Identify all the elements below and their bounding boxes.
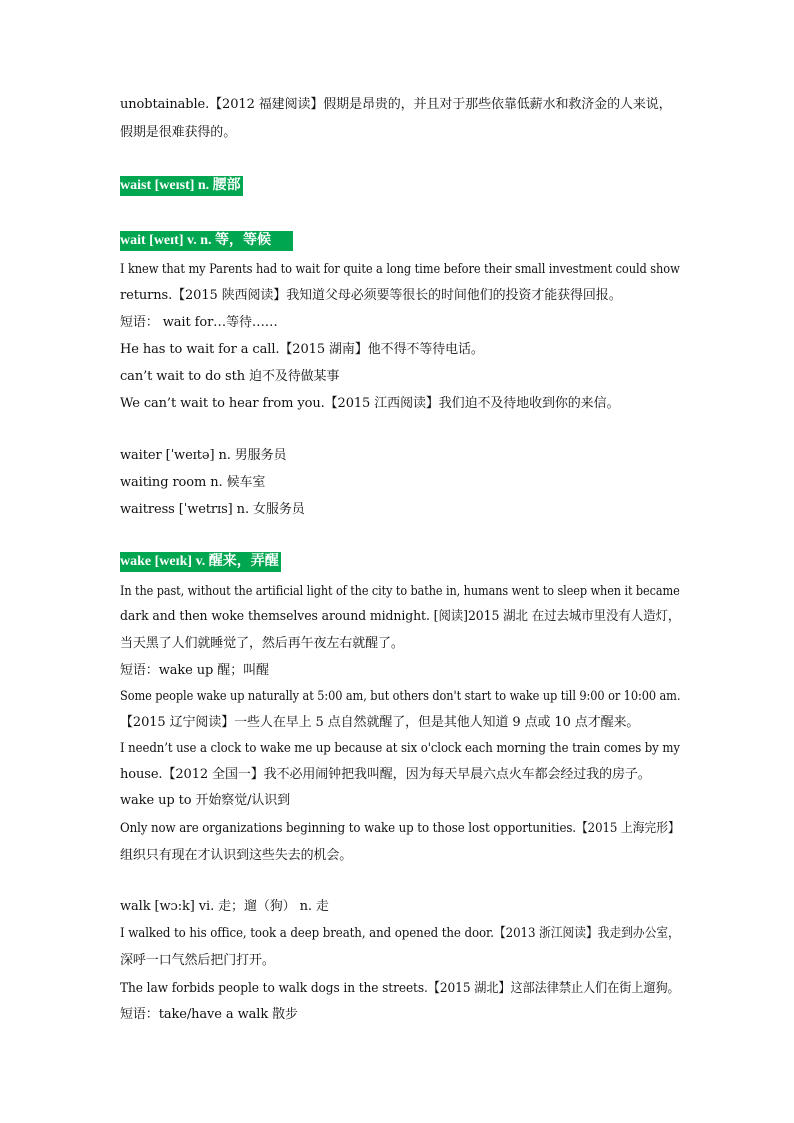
text-line: Some people wake up naturally at 5:00 am, but others don't start to wake up till 9:00 or 10:00 am. bbox=[120, 689, 681, 704]
text-line: 【2015 辽宁阅读】一些人在早上 5 点自然就醒了，但是其他人知道 9 点或 10 点才醒来。 bbox=[120, 715, 640, 730]
phrase-line: 短语： wait for…等待…… bbox=[120, 315, 278, 330]
text-line: We can’t wait to hear from you.【2015 江西阅读】我们迫不及待地收到你的来信。 bbox=[120, 396, 620, 411]
text-line: He has to wait for a call.【2015 湖南】他不得不等待电话。 bbox=[120, 342, 484, 357]
text-line: The law forbids people to walk dogs in the streets.【2015 湖北】这部法律禁止人们在街上遛狗。 bbox=[120, 981, 680, 996]
text-line: returns.【2015 陕西阅读】我知道父母必须要等很长的时间他们的投资才能获得回报。 bbox=[120, 288, 622, 303]
entry-heading-wait: wait [weɪt] v. n. 等，等候 bbox=[120, 231, 293, 251]
text-line: 当天黑了人们就睡觉了，然后再午夜左右就醒了。 bbox=[120, 636, 404, 651]
text-line: unobtainable.【2012 福建阅读】假期是昂贵的，并且对于那些依靠低薪水和救济金的人来说， bbox=[120, 97, 672, 112]
derived-word-line: waiting room n. 候车室 bbox=[120, 475, 266, 490]
text-line: In the past, without the artificial light of the city to bathe in, humans went to sleep when it became bbox=[120, 584, 680, 599]
text-line: house.【2012 全国一】我不必用闹钟把我叫醒，因为每天早晨六点火车都会经过我的房子。 bbox=[120, 767, 651, 782]
text-line: I knew that my Parents had to wait for quite a long time before their small investment could show bbox=[120, 262, 680, 277]
text-line: Only now are organizations beginning to wake up to those lost opportunities.【2015 上海完形】 bbox=[120, 821, 680, 836]
phrase-line: wake up to 开始察觉/认识到 bbox=[120, 793, 291, 808]
text-line: 深呼一口气然后把门打开。 bbox=[120, 953, 275, 968]
phrase-line: can’t wait to do sth 迫不及待做某事 bbox=[120, 369, 340, 384]
text-line: 假期是很难获得的。 bbox=[120, 125, 237, 140]
derived-word-line: waiter [ˈweɪtə] n. 男服务员 bbox=[120, 448, 287, 463]
entry-line-walk: walk [wɔ:k] vi. 走；遛（狗） n. 走 bbox=[120, 899, 329, 914]
derived-word-line: waitress [ˈwetrɪs] n. 女服务员 bbox=[120, 502, 305, 517]
phrase-line: 短语：wake up 醒；叫醒 bbox=[120, 663, 269, 678]
text-line: 组织只有现在才认识到这些失去的机会。 bbox=[120, 848, 353, 863]
entry-heading-waist: waist [weɪst] n. 腰部 bbox=[120, 176, 243, 196]
text-line: I needn’t use a clock to wake me up because at six o'clock each morning the train comes by my bbox=[120, 741, 680, 756]
entry-heading-wake: wake [weɪk] v. 醒来，弄醒 bbox=[120, 552, 281, 572]
text-line: dark and then woke themselves around midnight. [阅读]2015 湖北 在过去城市里没有人造灯， bbox=[120, 609, 681, 624]
text-line: I walked to his office, took a deep breath, and opened the door.【2013 浙江阅读】我走到办公室， bbox=[120, 926, 680, 941]
phrase-line: 短语：take/have a walk 散步 bbox=[120, 1007, 298, 1022]
